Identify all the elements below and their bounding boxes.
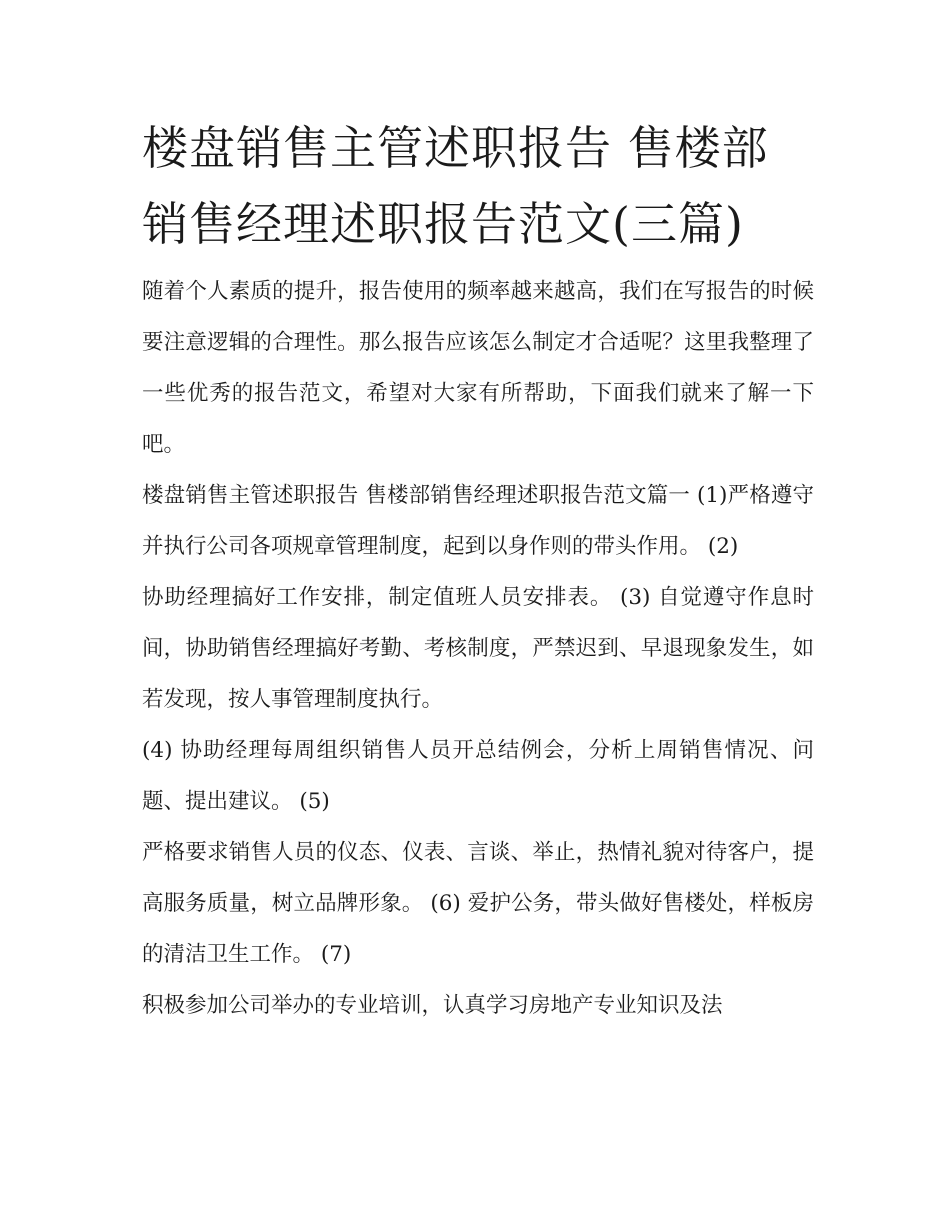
item-7-paragraph: 积极参加公司举办的专业培训，认真学习房地产专业知识及法 <box>142 993 723 1018</box>
item-2-3-paragraph: 协助经理搞好工作安排，制定值班人员安排表。 (3) 自觉遵守作息时间，协助销售经理搞好考勤、考核制度，严禁迟到、早退现象发生，如若发现，按人事管理制度执行。 <box>142 585 814 712</box>
document-body <box>142 110 814 1031</box>
section-one-paragraph: 楼盘销售主管述职报告 售楼部销售经理述职报告范文篇一 (1)严格遵守并执行公司各项规章管理制度，起到以身作则的带头作用。 (2) <box>142 483 814 559</box>
item-5-6-paragraph: 严格要求销售人员的仪态、仪表、言谈、举止，热情礼貌对待客户，提高服务质量，树立品牌形象。 (6) 爱护公务，带头做好售楼处，样板房的清洁卫生工作。 (7) <box>142 840 814 967</box>
document-title: 楼盘销售主管述职报告 售楼部销售经理述职报告范文(三篇) <box>142 121 769 251</box>
item-4-paragraph: (4) 协助经理每周组织销售人员开总结例会，分析上周销售情况、问题、提出建议。 (5) <box>142 738 814 814</box>
intro-paragraph: 随着个人素质的提升，报告使用的频率越来越高，我们在写报告的时候要注意逻辑的合理性。那么报告应该怎么制定才合适呢？这里我整理了一些优秀的报告范文，希望对大家有所帮助，下面我们就来了解一下吧。 <box>142 279 814 457</box>
